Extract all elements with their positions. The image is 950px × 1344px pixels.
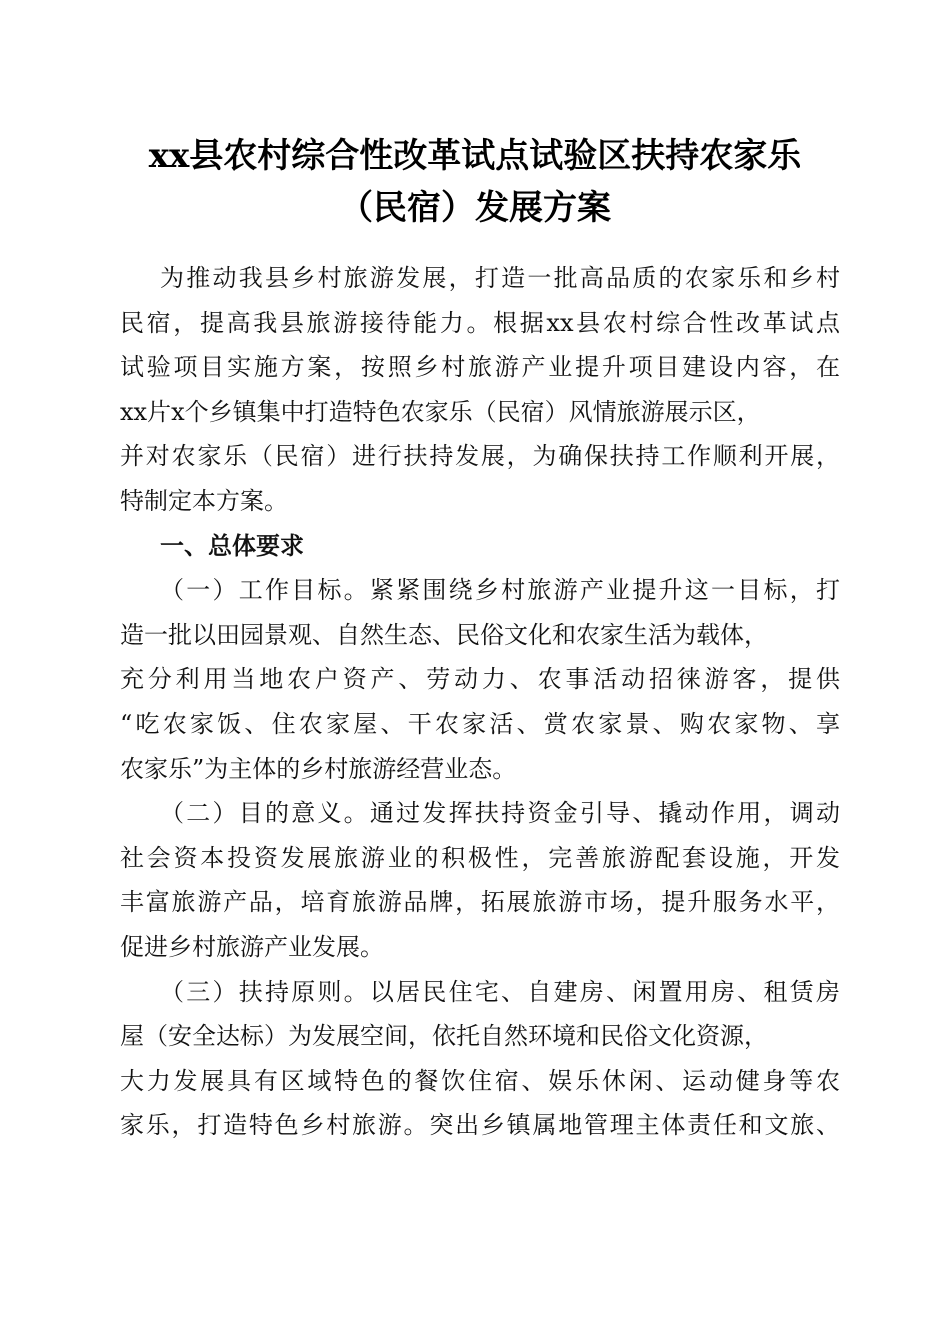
- item1-first-rest: 紧紧围绕乡村旅游产业提升这一目标，打: [369, 576, 841, 605]
- item1-first-line: [120, 568, 840, 613]
- item1-lead: （一）工作目标。: [160, 576, 370, 605]
- item2-lead: （二）目的意义。: [160, 799, 370, 828]
- intro-line: 试验项目实施方案，按照乡村旅游产业提升项目建设内容，在: [120, 353, 840, 382]
- document-body: [120, 256, 840, 1148]
- item1-line: 充分利用当地农户资产、劳动力、农事活动招徕游客，提供: [120, 665, 840, 694]
- title-line-1: xx县农村综合性改革试点试验区扶持农家乐: [148, 136, 802, 176]
- item2-line: 促进乡村旅游产业发展。: [120, 932, 384, 961]
- intro-line: 民宿，提高我县旅游接待能力。根据xx县农村综合性改革试点: [120, 308, 840, 337]
- item3-lead: （三）扶持原则。: [160, 977, 370, 1006]
- item1-line: 造一批以田园景观、自然生态、民俗文化和农家生活为载体，: [120, 620, 768, 649]
- item2-line: 社会资本投资发展旅游业的积极性，完善旅游配套设施，开发: [120, 843, 840, 872]
- item3-first-rest: 以居民住宅、自建房、闲置用房、租赁房: [369, 977, 841, 1006]
- intro-line: 为推动我县乡村旅游发展，打造一批高品质的农家乐和乡村: [160, 264, 840, 292]
- item3-first-line: [120, 970, 840, 1015]
- item1-line: “吃农家饭、住农家屋、干农家活、赏农家景、购农家物、享: [120, 709, 840, 738]
- intro-line: 并对农家乐（民宿）进行扶持发展，为确保扶持工作顺利开展，: [120, 442, 840, 471]
- intro-line: xx片x个乡镇集中打造特色农家乐（民宿）风情旅游展示区，: [120, 397, 761, 426]
- intro-line: 特制定本方案。: [120, 486, 288, 515]
- section-heading: 一、总体要求: [160, 531, 304, 560]
- item2-line: 丰富旅游产品，培育旅游品牌，拓展旅游市场，提升服务水平，: [120, 888, 840, 917]
- title-line-2: （民宿）发展方案: [339, 188, 611, 228]
- item3-line: 家乐，打造特色乡村旅游。突出乡镇属地管理主体责任和文旅、: [120, 1111, 840, 1140]
- item2-first-line: [120, 791, 840, 836]
- item2-first-rest: 通过发挥扶持资金引导、撬动作用，调动: [369, 799, 841, 828]
- item1-line: 农家乐”为主体的乡村旅游经营业态。: [120, 754, 517, 783]
- item3-line: 大力发展具有区域特色的餐饮住宿、娱乐休闲、运动健身等农: [120, 1066, 840, 1095]
- document-title: [100, 130, 850, 234]
- item3-line: 屋（安全达标）为发展空间，依托自然环境和民俗文化资源，: [120, 1022, 768, 1051]
